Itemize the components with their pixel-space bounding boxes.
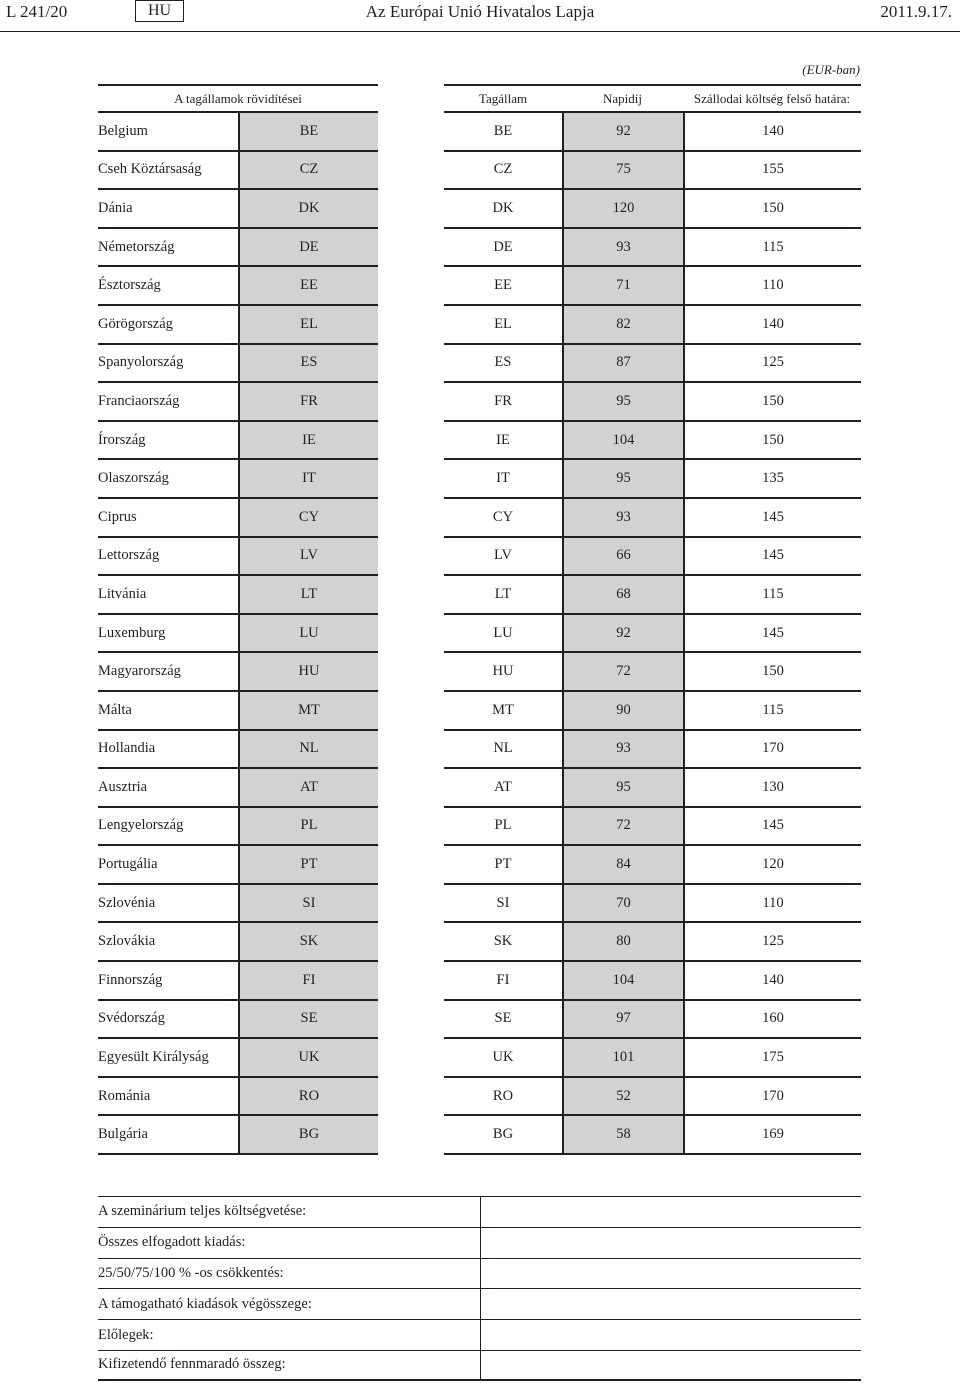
currency-note: (EUR-ban): [802, 62, 860, 77]
publication-date: 2011.9.17.: [880, 2, 952, 21]
table-row: [444, 460, 861, 499]
summary-value-field[interactable]: [480, 1228, 861, 1258]
member-state-code: BE: [444, 113, 562, 150]
table-row: [444, 885, 861, 924]
table-row: [98, 653, 378, 692]
hotel-ceiling: 170: [683, 731, 861, 768]
table-row: [98, 383, 378, 422]
country-name: Olaszország: [98, 460, 238, 497]
daily-allowance: 93: [562, 499, 683, 536]
daily-allowance: 66: [562, 538, 683, 575]
hotel-ceiling: 150: [683, 653, 861, 690]
table-row: [98, 460, 378, 499]
member-state-code: FR: [444, 383, 562, 420]
country-name: Ciprus: [98, 499, 238, 536]
hotel-ceiling: 125: [683, 345, 861, 382]
table-row: [98, 576, 378, 615]
country-name: Portugália: [98, 846, 238, 883]
country-name: Szlovénia: [98, 885, 238, 922]
table-row: [98, 1116, 378, 1155]
member-state-code: SK: [444, 923, 562, 960]
header-hotel-ceiling: Szállodai költség felső határa:: [693, 90, 851, 106]
table-row: [98, 267, 378, 306]
page-reference: L 241/20: [6, 2, 68, 21]
country-abbreviation: EL: [238, 306, 378, 343]
table-row: [444, 1116, 861, 1155]
table-row: [444, 190, 861, 229]
journal-title: Az Európai Unió Hivatalos Lapja: [365, 2, 595, 21]
daily-allowance: 72: [562, 653, 683, 690]
table-row: [444, 692, 861, 731]
member-state-code: SE: [444, 1001, 562, 1038]
daily-allowance: 101: [562, 1039, 683, 1076]
table-row: [98, 190, 378, 229]
hotel-ceiling: 110: [683, 885, 861, 922]
country-abbreviation: BE: [238, 113, 378, 150]
table-row: [444, 846, 861, 885]
daily-allowance: 120: [562, 190, 683, 227]
country-abbreviation: IT: [238, 460, 378, 497]
country-name: Dánia: [98, 190, 238, 227]
table-row: [98, 499, 378, 538]
hotel-ceiling: 145: [683, 538, 861, 575]
country-abbreviation: LU: [238, 615, 378, 652]
daily-allowance: 95: [562, 383, 683, 420]
header-daily-allowance: Napidíj: [603, 90, 642, 106]
country-abbreviation: BG: [238, 1116, 378, 1153]
member-state-code: EE: [444, 267, 562, 304]
country-abbreviation: UK: [238, 1039, 378, 1076]
country-abbreviation: LV: [238, 538, 378, 575]
country-abbreviation: SE: [238, 1001, 378, 1038]
country-name: Szlovákia: [98, 923, 238, 960]
daily-allowance: 104: [562, 962, 683, 999]
country-name: Görögország: [98, 306, 238, 343]
budget-summary-table: [98, 1196, 861, 1381]
daily-allowance: 82: [562, 306, 683, 343]
table-row: [98, 538, 378, 577]
table-row: [98, 345, 378, 384]
member-state-code: PL: [444, 808, 562, 845]
table-row: [444, 653, 861, 692]
table-row: [444, 1001, 861, 1040]
member-state-code: RO: [444, 1078, 562, 1115]
summary-value-field[interactable]: [480, 1320, 861, 1350]
table-row: [98, 846, 378, 885]
table-row: [98, 1001, 378, 1040]
daily-allowance: 90: [562, 692, 683, 729]
hotel-ceiling: 170: [683, 1078, 861, 1115]
table-row: [444, 731, 861, 770]
daily-allowance: 71: [562, 267, 683, 304]
country-abbreviation: DK: [238, 190, 378, 227]
daily-allowance: 68: [562, 576, 683, 613]
summary-label: Kifizetendő fennmaradó összeg:: [98, 1356, 286, 1373]
country-abbreviation: PL: [238, 808, 378, 845]
daily-allowance: 70: [562, 885, 683, 922]
country-abbreviation: CY: [238, 499, 378, 536]
hotel-ceiling: 140: [683, 962, 861, 999]
member-state-code: DE: [444, 229, 562, 266]
country-abbreviation: FR: [238, 383, 378, 420]
hotel-ceiling: 125: [683, 923, 861, 960]
country-abbreviation: LT: [238, 576, 378, 613]
table-row: [444, 345, 861, 384]
hotel-ceiling: 169: [683, 1116, 861, 1153]
country-abbreviation: SI: [238, 885, 378, 922]
daily-allowance: 95: [562, 769, 683, 806]
table-row: [444, 422, 861, 461]
table-row: [444, 1078, 861, 1117]
country-abbreviation: DE: [238, 229, 378, 266]
country-name: Lettország: [98, 538, 238, 575]
member-state-code: AT: [444, 769, 562, 806]
summary-label: A támogatható kiadások végösszege:: [98, 1295, 312, 1312]
country-abbreviation: FI: [238, 962, 378, 999]
country-name: Finnország: [98, 962, 238, 999]
member-state-code: NL: [444, 731, 562, 768]
country-name: Litvánia: [98, 576, 238, 613]
country-name: Franciaország: [98, 383, 238, 420]
country-name: Spanyolország: [98, 345, 238, 382]
hotel-ceiling: 110: [683, 267, 861, 304]
country-abbreviation: NL: [238, 731, 378, 768]
table-row: [444, 769, 861, 808]
table-row: [444, 962, 861, 1001]
table-row: [98, 731, 378, 770]
country-abbreviation: AT: [238, 769, 378, 806]
country-name: Bulgária: [98, 1116, 238, 1153]
country-abbreviation: IE: [238, 422, 378, 459]
country-abbreviation: CZ: [238, 152, 378, 189]
hotel-ceiling: 145: [683, 615, 861, 652]
hotel-ceiling: 115: [683, 576, 861, 613]
table-row: [98, 1078, 378, 1117]
country-name: Cseh Köztársaság: [98, 152, 238, 189]
country-abbreviation: ES: [238, 345, 378, 382]
hotel-ceiling: 115: [683, 692, 861, 729]
summary-label: A szeminárium teljes költségvetése:: [98, 1203, 307, 1220]
table-row: [98, 923, 378, 962]
table-row: [444, 152, 861, 191]
hotel-ceiling: 160: [683, 1001, 861, 1038]
table-row: [98, 152, 378, 191]
table-row: [444, 267, 861, 306]
member-state-code: PT: [444, 846, 562, 883]
country-abbreviation: EE: [238, 267, 378, 304]
daily-allowance: 93: [562, 229, 683, 266]
table-row: [98, 422, 378, 461]
daily-allowance: 93: [562, 731, 683, 768]
country-name: Németország: [98, 229, 238, 266]
rates-table-body: [444, 113, 861, 1155]
daily-allowance: 87: [562, 345, 683, 382]
table-row: [444, 576, 861, 615]
summary-row: [98, 1288, 861, 1319]
rates-table-header: [444, 84, 861, 113]
member-state-code: CZ: [444, 152, 562, 189]
table-row: [98, 808, 378, 847]
member-state-code: LV: [444, 538, 562, 575]
member-state-code: SI: [444, 885, 562, 922]
header-divider: [0, 31, 960, 32]
daily-allowance: 52: [562, 1078, 683, 1115]
table-row: [444, 229, 861, 268]
daily-allowance: 80: [562, 923, 683, 960]
summary-row: [98, 1227, 861, 1258]
member-state-code: IT: [444, 460, 562, 497]
summary-value-field[interactable]: [480, 1351, 861, 1379]
summary-row: [98, 1196, 861, 1227]
daily-allowance: 104: [562, 422, 683, 459]
daily-allowance: 92: [562, 113, 683, 150]
table-row: [98, 885, 378, 924]
table-row: [98, 615, 378, 654]
hotel-ceiling: 120: [683, 846, 861, 883]
hotel-ceiling: 155: [683, 152, 861, 189]
member-state-code: CY: [444, 499, 562, 536]
table-row: [444, 113, 861, 152]
country-name: Magyarország: [98, 653, 238, 690]
hotel-ceiling: 150: [683, 383, 861, 420]
member-state-code: HU: [444, 653, 562, 690]
hotel-ceiling: 145: [683, 499, 861, 536]
country-abbreviation: RO: [238, 1078, 378, 1115]
daily-allowance: 92: [562, 615, 683, 652]
table-row: [444, 383, 861, 422]
language-badge: HU: [135, 0, 184, 22]
country-abbreviation: PT: [238, 846, 378, 883]
member-state-code: LT: [444, 576, 562, 613]
summary-value-field[interactable]: [480, 1259, 861, 1289]
hotel-ceiling: 140: [683, 113, 861, 150]
hotel-ceiling: 175: [683, 1039, 861, 1076]
abbreviation-table: [98, 84, 378, 1155]
table-row: [98, 962, 378, 1001]
rates-table: [444, 84, 861, 1155]
hotel-ceiling: 150: [683, 190, 861, 227]
member-state-code: MT: [444, 692, 562, 729]
table-row: [444, 306, 861, 345]
daily-allowance: 58: [562, 1116, 683, 1153]
abbreviation-table-header: A tagállamok rövidítései: [98, 84, 378, 113]
country-name: Írország: [98, 422, 238, 459]
table-row: [444, 1039, 861, 1078]
country-name: Ausztria: [98, 769, 238, 806]
summary-label: Előlegek:: [98, 1326, 154, 1343]
summary-value-field[interactable]: [480, 1289, 861, 1319]
abbreviation-table-body: [98, 113, 378, 1155]
table-row: [98, 229, 378, 268]
daily-allowance: 95: [562, 460, 683, 497]
hotel-ceiling: 145: [683, 808, 861, 845]
table-row: [444, 808, 861, 847]
table-row: [98, 692, 378, 731]
table-row: [444, 538, 861, 577]
country-name: Málta: [98, 692, 238, 729]
table-row: [98, 769, 378, 808]
country-name: Belgium: [98, 113, 238, 150]
country-abbreviation: MT: [238, 692, 378, 729]
country-name: Lengyelország: [98, 808, 238, 845]
country-name: Egyesült Királyság: [98, 1039, 238, 1076]
table-row: [98, 113, 378, 152]
daily-allowance: 75: [562, 152, 683, 189]
country-name: Románia: [98, 1078, 238, 1115]
country-name: Hollandia: [98, 731, 238, 768]
table-row: [444, 923, 861, 962]
hotel-ceiling: 150: [683, 422, 861, 459]
country-name: Svédország: [98, 1001, 238, 1038]
member-state-code: LU: [444, 615, 562, 652]
daily-allowance: 97: [562, 1001, 683, 1038]
table-row: [444, 499, 861, 538]
member-state-code: EL: [444, 306, 562, 343]
hotel-ceiling: 130: [683, 769, 861, 806]
member-state-code: BG: [444, 1116, 562, 1153]
member-state-code: ES: [444, 345, 562, 382]
hotel-ceiling: 140: [683, 306, 861, 343]
member-state-code: DK: [444, 190, 562, 227]
daily-allowance: 72: [562, 808, 683, 845]
country-abbreviation: SK: [238, 923, 378, 960]
hotel-ceiling: 135: [683, 460, 861, 497]
member-state-code: UK: [444, 1039, 562, 1076]
country-abbreviation: HU: [238, 653, 378, 690]
summary-label: 25/50/75/100 % -os csökkentés:: [98, 1264, 284, 1281]
header-member-state: Tagállam: [478, 90, 528, 106]
hotel-ceiling: 115: [683, 229, 861, 266]
country-name: Észtország: [98, 267, 238, 304]
summary-row: [98, 1258, 861, 1289]
table-row: [98, 1039, 378, 1078]
summary-label: Összes elfogadott kiadás:: [98, 1234, 246, 1251]
country-name: Luxemburg: [98, 615, 238, 652]
table-row: [444, 615, 861, 654]
summary-row: [98, 1319, 861, 1350]
daily-allowance: 84: [562, 846, 683, 883]
table-row: [98, 306, 378, 345]
member-state-code: FI: [444, 962, 562, 999]
summary-value-field[interactable]: [480, 1197, 861, 1227]
member-state-code: IE: [444, 422, 562, 459]
summary-row: [98, 1350, 861, 1381]
